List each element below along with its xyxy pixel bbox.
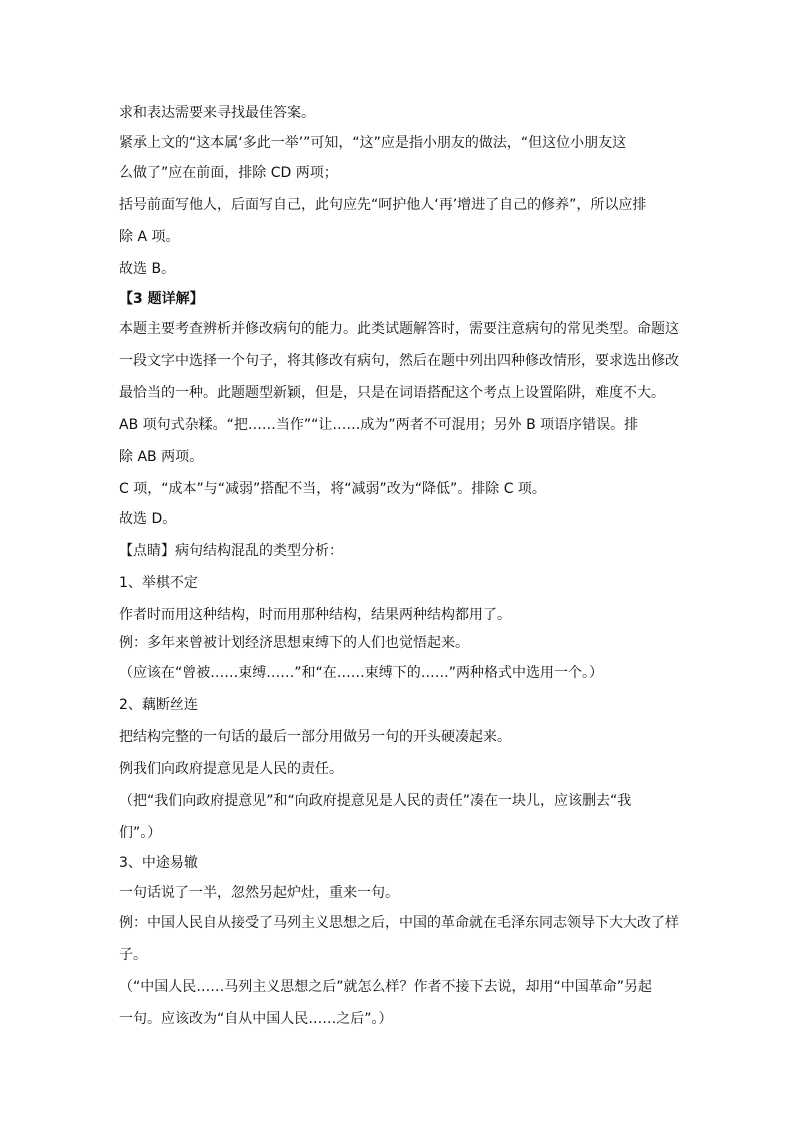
section-heading: 【点睛】病句结构混乱的类型分析： (119, 543, 343, 559)
text-line: 3、中途易辙 (119, 855, 198, 871)
text-line: 一句。应该改为“自从中国人民……之后”。） (119, 1011, 393, 1027)
section-heading: 【3 题详解】 (119, 291, 204, 307)
text-line: 么做了”应在前面，排除 CD 两项； (119, 165, 338, 181)
text-line: 一句话说了一半，忽然另起炉灶，重来一句。 (119, 885, 399, 901)
text-line: （“中国人民……马列主义思想之后”就怎么样？作者不接下去说，却用“中国革命”另起 (119, 979, 653, 995)
text-line: 除 AB 两项。 (119, 449, 204, 465)
text-line: 紧承上文的“这本属‘多此一举’”可知，“这”应是指小朋友的做法，“但这位小朋友这 (119, 135, 627, 151)
text-line: 例：多年来曾被计划经济思想束缚下的人们也觉悟起来。 (119, 635, 469, 651)
text-line: 例：中国人民自从接受了马列主义思想之后，中国的革命就在毛泽东同志领导下大大改了样 (119, 915, 679, 931)
text-line: 一段文字中选择一个句子，将其修改有病句，然后在题中列出四种修改情形，要求选出修改 (119, 353, 679, 369)
text-line: 把结构完整的一句话的最后一部分用做另一句的开头硬凑起来。 (119, 729, 511, 745)
text-line: 括号前面写他人，后面写自己，此句应先“呵护他人‘再’增进了自己的修养”，所以应排 (119, 197, 647, 213)
text-line: 本题主要考查辨析并修改病句的能力。此类试题解答时，需要注意病句的常见类型。命题这 (119, 321, 679, 337)
text-line: 故选 D。 (119, 511, 177, 527)
text-line: 除 A 项。 (119, 229, 180, 245)
text-line: 最恰当的一种。此题题型新颖，但是，只是在词语搭配这个考点上设置陷阱，难度不大。 (119, 385, 665, 401)
text-line: 们”。） (119, 825, 162, 841)
text-line: 作者时而用这种结构，时而用那种结构，结果两种结构都用了。 (119, 607, 511, 623)
text-line: 例我们向政府提意见是人民的责任。 (119, 761, 343, 777)
text-line: C 项，“成本”与“减弱”搭配不当，将“减弱”改为“降低”。排除 C 项。 (119, 481, 546, 497)
text-line: 故选 B。 (119, 261, 176, 277)
text-line: 1、举棋不定 (119, 575, 198, 591)
text-line: 求和表达需要来寻找最佳答案。 (119, 105, 315, 121)
text-line: 子。 (119, 947, 147, 963)
text-line: （应该在“曾被……束缚……”和“在……束缚下的……”两种格式中选用一个。） (119, 665, 604, 681)
text-line: AB 项句式杂糅。“把……当作”“让……成为”两者不可混用；另外 B 项语序错误。排 (119, 417, 639, 433)
text-line: （把“我们向政府提意见”和“向政府提意见是人民的责任”凑在一块儿，应该删去“我 (119, 793, 632, 809)
text-line: 2、藕断丝连 (119, 697, 198, 713)
